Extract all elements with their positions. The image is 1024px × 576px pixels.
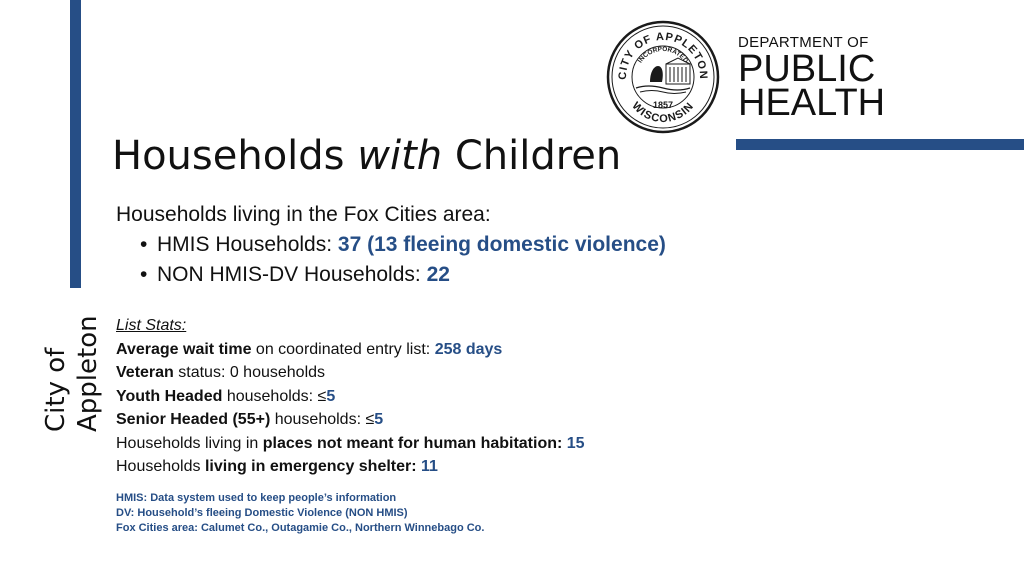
list-stats-block bbox=[116, 314, 585, 479]
stat-bold: places not meant for human habitation: bbox=[262, 434, 563, 452]
city-seal-logo bbox=[606, 20, 720, 134]
stat-value: 5 bbox=[374, 411, 384, 428]
department-logo-text bbox=[738, 34, 886, 124]
header-accent-bar bbox=[736, 139, 1024, 150]
title-emphasis: with bbox=[357, 133, 443, 179]
seal-band-text: INCORPORATED bbox=[636, 45, 690, 65]
stat-bold: Senior Headed (55+) bbox=[116, 411, 271, 428]
stat-text: households: ≤ bbox=[222, 387, 327, 405]
intro-text: Households living in the Fox Cities area: bbox=[116, 203, 491, 226]
dept-line-3: HEALTH bbox=[738, 82, 886, 124]
stat-bold: Average wait time bbox=[116, 340, 252, 358]
left-accent-bar bbox=[70, 0, 81, 288]
stat-line bbox=[116, 455, 585, 479]
list-stats-heading: List Stats: bbox=[116, 317, 187, 334]
footnote: HMIS: Data system used to keep people’s information bbox=[116, 492, 397, 504]
stat-line bbox=[116, 385, 585, 409]
bullet-value: 22 bbox=[426, 263, 450, 286]
bullet-item bbox=[140, 230, 666, 260]
stat-value: 11 bbox=[421, 458, 438, 475]
bullet-list bbox=[116, 230, 666, 290]
bullet-label: HMIS Households: bbox=[157, 233, 338, 256]
intro-block bbox=[116, 200, 666, 290]
stat-value: 15 bbox=[566, 434, 585, 452]
stat-pre: Households living in bbox=[116, 434, 263, 452]
stat-text: households: ≤ bbox=[270, 411, 375, 428]
stat-bold: living in emergency shelter: bbox=[204, 458, 417, 475]
slide-title bbox=[112, 130, 621, 182]
stat-line bbox=[116, 432, 585, 456]
stat-value: 5 bbox=[326, 387, 336, 405]
bullet-label: NON HMIS-DV Households: bbox=[157, 263, 427, 286]
stat-value: 258 days bbox=[434, 340, 503, 358]
vertical-city-label: City of Appleton bbox=[41, 315, 103, 432]
stat-line bbox=[116, 408, 585, 432]
stat-bold: Youth Headed bbox=[116, 387, 223, 405]
seal-top-text: CITY OF APPLETON bbox=[616, 30, 710, 80]
dept-line-2: PUBLIC bbox=[738, 48, 876, 90]
svg-text:INCORPORATED bbox=[637, 46, 690, 65]
footnotes bbox=[116, 491, 484, 536]
bullet-item bbox=[140, 260, 666, 290]
bullet-value: 37 (13 fleeing domestic violence) bbox=[337, 233, 666, 256]
stat-pre: Households bbox=[116, 458, 205, 475]
stat-line bbox=[116, 338, 585, 362]
stat-bold: Veteran bbox=[116, 364, 174, 381]
seal-year: 1857 bbox=[652, 100, 674, 110]
stat-text: status: 0 households bbox=[173, 364, 326, 381]
footnote: Fox Cities area: Calumet Co., Outagamie Co., Northern Winnebago Co. bbox=[116, 522, 485, 534]
title-prefix: Households bbox=[112, 133, 358, 179]
footnote: DV: Household’s fleeing Domestic Violence (NON HMIS) bbox=[116, 507, 408, 519]
seal-building-icon bbox=[636, 58, 690, 94]
dept-line-1: DEPARTMENT OF bbox=[738, 34, 869, 51]
stat-text: on coordinated entry list: bbox=[251, 340, 435, 358]
seal-bottom-text: WISCONSIN bbox=[629, 99, 697, 126]
stat-line bbox=[116, 361, 585, 385]
title-suffix: Children bbox=[442, 133, 622, 179]
